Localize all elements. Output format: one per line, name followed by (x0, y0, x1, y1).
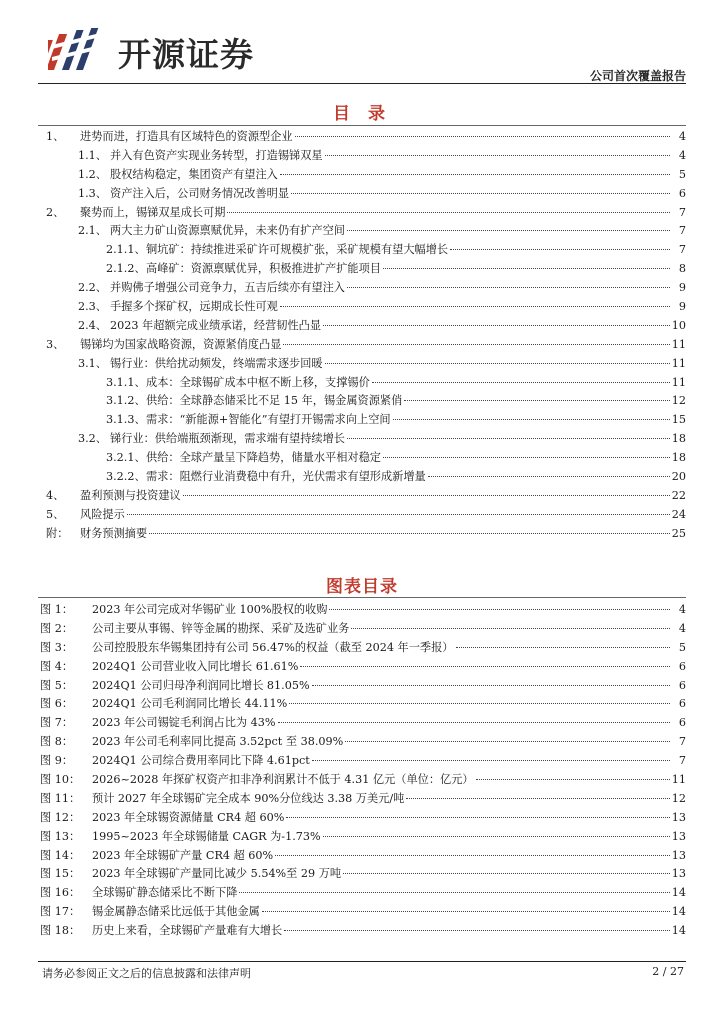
toc-entry[interactable] (38, 166, 686, 185)
page-number: 2 / 27 (652, 965, 684, 978)
toc-list (38, 128, 686, 544)
entry-page: 7 (678, 735, 686, 749)
toc-entry[interactable] (38, 336, 686, 355)
toc-entry[interactable] (38, 506, 686, 525)
entry-page: 24 (671, 507, 686, 521)
entry-page: 7 (678, 243, 686, 257)
entry-text: 锡锑均为国家战略资源，资源紧俏度凸显 (80, 337, 282, 351)
entry-number: 附： (46, 526, 69, 540)
entry-page: 22 (671, 488, 686, 502)
entry-number: 图 16： (40, 886, 81, 900)
figure-entry[interactable] (38, 714, 686, 733)
entry-text: 财务预测摘要 (80, 526, 148, 540)
entry-page: 12 (671, 791, 686, 805)
entry-number: 2.1.2、 (106, 262, 146, 276)
leader-dots (280, 174, 670, 175)
figures-title: 图表目录 (326, 577, 398, 597)
entry-page: 11 (671, 356, 686, 370)
figure-entry[interactable] (38, 790, 686, 809)
entry-number: 1.1、 (78, 148, 107, 162)
entry-page: 14 (671, 924, 686, 938)
entry-number: 图 13： (40, 829, 81, 843)
entry-number: 图 17： (40, 905, 81, 919)
leader-dots (428, 476, 670, 477)
entry-text: 风险提示 (80, 507, 125, 521)
footer-disclaimer: 请务必参阅正文之后的信息披露和法律声明 (42, 967, 251, 980)
entry-number: 2、 (46, 205, 65, 219)
figure-entry[interactable] (38, 658, 686, 677)
entry-page: 11 (671, 375, 686, 389)
entry-page: 15 (671, 413, 686, 427)
entry-page: 14 (671, 886, 686, 900)
figure-entry[interactable] (38, 809, 686, 828)
figure-entry[interactable] (38, 884, 686, 903)
leader-dots (476, 779, 670, 780)
leader-dots (289, 703, 670, 704)
toc-entry[interactable] (38, 128, 686, 147)
entry-text: 供给：全球产量呈下降趋势，储量水平相对稳定 (146, 451, 381, 465)
leader-dots (351, 628, 670, 629)
entry-text: 2024Q1 公司综合费用率同比下降 4.61pct (92, 754, 310, 768)
entry-number: 4、 (46, 488, 65, 502)
toc-entry[interactable] (38, 298, 686, 317)
entry-number: 3.2.2、 (106, 470, 146, 484)
entry-number: 5、 (46, 507, 65, 521)
entry-text: 锑行业：供给端瓶颈渐现，需求端有望持续增长 (110, 432, 345, 446)
entry-page: 14 (671, 905, 686, 919)
entry-text: 进势而进，打造具有区域特色的资源型企业 (80, 130, 293, 143)
entry-page: 13 (671, 810, 686, 824)
toc-entry[interactable] (38, 525, 686, 544)
entry-text: 2026~2028 年探矿权资产扣非净利润累计不低于 4.31 亿元（单位：亿元） (92, 773, 474, 787)
entry-text: 历史上来看，全球锡矿产量难有大增长 (92, 924, 283, 938)
leader-dots (312, 760, 670, 761)
entry-number: 图 15： (40, 867, 81, 881)
entry-number: 3.2、 (78, 432, 107, 446)
figure-entry[interactable] (38, 752, 686, 771)
leader-dots (300, 666, 670, 667)
entry-text: 成本：全球锡矿成本中枢不断上移，支撑锡价 (146, 375, 370, 389)
entry-number: 图 12： (40, 810, 81, 824)
entry-page: 18 (671, 451, 686, 465)
entry-text: 资产注入后，公司财务情况改善明显 (110, 186, 290, 200)
entry-text: 2024Q1 公司营业收入同比增长 61.61% (92, 659, 299, 673)
entry-text: 并购佛子增强公司竞争力，五吉后续亦有望注入 (110, 281, 345, 295)
leader-dots (323, 325, 670, 326)
entry-number: 图 2： (40, 621, 74, 635)
toc-entry[interactable] (38, 468, 686, 487)
entry-number: 图 14： (40, 848, 81, 862)
leader-dots (450, 249, 670, 250)
entry-text: 需求：阻燃行业消费稳中有升，光伏需求有望形成新增量 (146, 470, 426, 484)
entry-text: 并入有色资产实现业务转型，打造锡锑双星 (110, 148, 323, 162)
entry-text: 2023 年公司毛利率同比提高 3.52pct 至 38.09% (92, 735, 344, 749)
footer-divider (38, 961, 686, 962)
entry-page: 4 (678, 130, 686, 143)
entry-text: 2024Q1 公司归母净利润同比增长 81.05% (92, 678, 310, 692)
entry-number: 图 6： (40, 697, 74, 711)
figure-entry[interactable] (38, 903, 686, 922)
entry-page: 18 (671, 432, 686, 446)
entry-number: 2.3、 (78, 300, 107, 314)
leader-dots (127, 514, 670, 515)
toc-entry[interactable] (38, 317, 686, 336)
toc-entry[interactable] (38, 487, 686, 506)
figure-entry[interactable] (38, 771, 686, 790)
figures-title-divider (38, 597, 686, 598)
entry-number: 2.4、 (78, 318, 107, 332)
entry-page: 9 (678, 300, 686, 314)
entry-number: 图 10： (40, 773, 81, 787)
figure-entry[interactable] (38, 677, 686, 696)
leader-dots (227, 212, 670, 213)
entry-page: 11 (671, 337, 686, 351)
entry-text: 公司控股股东华锡集团持有公司 56.47%的权益（截至 2024 年一季报） (92, 640, 454, 654)
leader-dots (295, 136, 670, 137)
figure-entry[interactable] (38, 865, 686, 884)
entry-page: 7 (678, 754, 686, 768)
entry-number: 3、 (46, 337, 65, 351)
entry-number: 3.1.1、 (106, 375, 146, 389)
entry-text: 供给：全球静态储采比不足 15 年，锡金属资源紧俏 (146, 394, 403, 408)
entry-number: 图 7： (40, 716, 74, 730)
toc-entry[interactable] (38, 430, 686, 449)
brand-name: 开源证券 (118, 35, 254, 74)
entry-page: 11 (671, 773, 686, 787)
leader-dots (312, 685, 670, 686)
entry-page: 9 (678, 281, 686, 295)
leader-dots (323, 836, 670, 837)
entry-number: 图 8： (40, 735, 74, 749)
entry-text: 两大主力矿山资源禀赋优异，未来仍有扩产空间 (110, 224, 345, 238)
entry-number: 图 9： (40, 754, 74, 768)
leader-dots (283, 344, 669, 345)
leader-dots (280, 306, 670, 307)
entry-number: 图 18： (40, 924, 81, 938)
entry-number: 图 1： (40, 603, 74, 616)
toc-entry[interactable] (38, 222, 686, 241)
figure-entry[interactable] (38, 828, 686, 847)
toc-entry[interactable] (38, 260, 686, 279)
leader-dots (275, 855, 670, 856)
entry-text: 公司主要从事锡、锌等金属的勘探、采矿及选矿业务 (92, 621, 350, 635)
leader-dots (286, 817, 669, 818)
figure-entry[interactable] (38, 639, 686, 658)
entry-page: 10 (671, 318, 686, 332)
entry-text: 铜坑矿：持续推进采矿许可规模扩张，采矿规模有望大幅增长 (146, 243, 449, 257)
figure-entry[interactable] (38, 695, 686, 714)
entry-text: 聚势而上，锡锑双星成长可期 (80, 205, 226, 219)
leader-dots (183, 495, 670, 496)
figure-entry[interactable] (38, 601, 686, 620)
entry-page: 12 (671, 394, 686, 408)
entry-page: 6 (678, 186, 686, 200)
entry-number: 1.3、 (78, 186, 107, 200)
entry-text: 2023 年公司锡锭毛利润占比为 43% (92, 716, 276, 730)
toc-entry[interactable] (38, 241, 686, 260)
figure-entry[interactable] (38, 922, 686, 941)
entry-page: 7 (678, 224, 686, 238)
entry-text: 股权结构稳定，集团资产有望注入 (110, 167, 278, 181)
entry-text: 全球锡矿静态储采比不断下降 (92, 886, 238, 900)
entry-text: 2023 年公司完成对华锡矿业 100%股权的收购 (92, 603, 328, 616)
leader-dots (345, 741, 670, 742)
entry-page: 6 (678, 716, 686, 730)
leader-dots (262, 911, 670, 912)
entry-text: 高峰矿：资源禀赋优异，积极推进扩产扩能项目 (146, 262, 381, 276)
toc-entry[interactable] (38, 204, 686, 223)
leader-dots (406, 798, 669, 799)
entry-number: 图 4： (40, 659, 74, 673)
leader-dots (278, 722, 670, 723)
toc-entry[interactable] (38, 355, 686, 374)
entry-number: 图 3： (40, 640, 74, 654)
page-header (38, 14, 686, 84)
entry-page: 8 (678, 262, 686, 276)
entry-page: 7 (678, 205, 686, 219)
toc-entry[interactable] (38, 279, 686, 298)
header-divider (38, 83, 686, 84)
entry-number: 2.1、 (78, 224, 107, 238)
entry-text: 2023 年超额完成业绩承诺，经营韧性凸显 (110, 318, 322, 332)
kaiyuan-logo-icon (48, 26, 108, 74)
entry-page: 13 (671, 829, 686, 843)
toc-entry[interactable] (38, 374, 686, 393)
leader-dots (383, 268, 670, 269)
leader-dots (343, 873, 670, 874)
leader-dots (325, 363, 670, 364)
leader-dots (325, 155, 670, 156)
entry-page: 6 (678, 659, 686, 673)
entry-page: 13 (671, 848, 686, 862)
toc-title: 目 录 (333, 104, 391, 124)
entry-text: 盈利预测与投资建议 (80, 488, 181, 502)
entry-page: 6 (678, 678, 686, 692)
leader-dots (149, 533, 670, 534)
entry-text: 2024Q1 公司毛利润同比增长 44.11% (92, 697, 288, 711)
leader-dots (393, 419, 670, 420)
entry-page: 25 (671, 526, 686, 540)
entry-number: 2.1.1、 (106, 243, 146, 257)
figures-list (38, 601, 686, 941)
leader-dots (347, 438, 670, 439)
entry-text: 锡金属静态储采比远低于其他金属 (92, 905, 260, 919)
toc-entry[interactable] (38, 411, 686, 430)
entry-page: 4 (678, 603, 686, 616)
entry-text: 手握多个探矿权，远期成长性可观 (110, 300, 278, 314)
toc-entry[interactable] (38, 392, 686, 411)
entry-number: 2.2、 (78, 281, 107, 295)
entry-number: 1.2、 (78, 167, 107, 181)
entry-number: 3.2.1、 (106, 451, 146, 465)
toc-entry[interactable] (38, 449, 686, 468)
leader-dots (456, 647, 671, 648)
entry-page: 4 (678, 148, 686, 162)
entry-text: 需求：“新能源+智能化”有望打开锡需求向上空间 (146, 413, 391, 427)
entry-number: 3.1.3、 (106, 413, 146, 427)
entry-text: 2023 年全球锡矿产量同比减少 5.54%至 29 万吨 (92, 867, 342, 881)
entry-page: 20 (671, 470, 686, 484)
entry-text: 2023 年全球锡矿产量 CR4 超 60% (92, 848, 274, 862)
entry-text: 2023 年全球锡资源储量 CR4 超 60% (92, 810, 285, 824)
leader-dots (347, 287, 670, 288)
entry-text: 预计 2027 年全球锡矿完全成本 90%分位线达 3.38 万美元/吨 (92, 791, 405, 805)
entry-number: 3.1.2、 (106, 394, 146, 408)
leader-dots (383, 457, 670, 458)
leader-dots (372, 382, 670, 383)
report-type: 公司首次覆盖报告 (589, 69, 686, 83)
entry-page: 13 (671, 867, 686, 881)
toc-title-divider (38, 125, 686, 126)
figure-entry[interactable] (38, 847, 686, 866)
leader-dots (329, 609, 670, 610)
leader-dots (291, 193, 670, 194)
figure-entry[interactable] (38, 733, 686, 752)
entry-text: 1995~2023 年全球锡储量 CAGR 为-1.73% (92, 829, 321, 843)
entry-page: 6 (678, 697, 686, 711)
toc-entry[interactable] (38, 147, 686, 166)
leader-dots (239, 892, 669, 893)
entry-number: 1、 (46, 130, 65, 143)
leader-dots (284, 930, 670, 931)
leader-dots (347, 230, 670, 231)
entry-number: 3.1、 (78, 356, 107, 370)
toc-entry[interactable] (38, 185, 686, 204)
figure-entry[interactable] (38, 620, 686, 639)
leader-dots (404, 400, 669, 401)
entry-number: 图 5： (40, 678, 74, 692)
entry-page: 5 (678, 640, 686, 654)
entry-number: 图 11： (40, 791, 81, 805)
entry-page: 5 (678, 167, 686, 181)
entry-text: 锡行业：供给扰动频发，终端需求逐步回暖 (110, 356, 323, 370)
entry-page: 4 (678, 621, 686, 635)
